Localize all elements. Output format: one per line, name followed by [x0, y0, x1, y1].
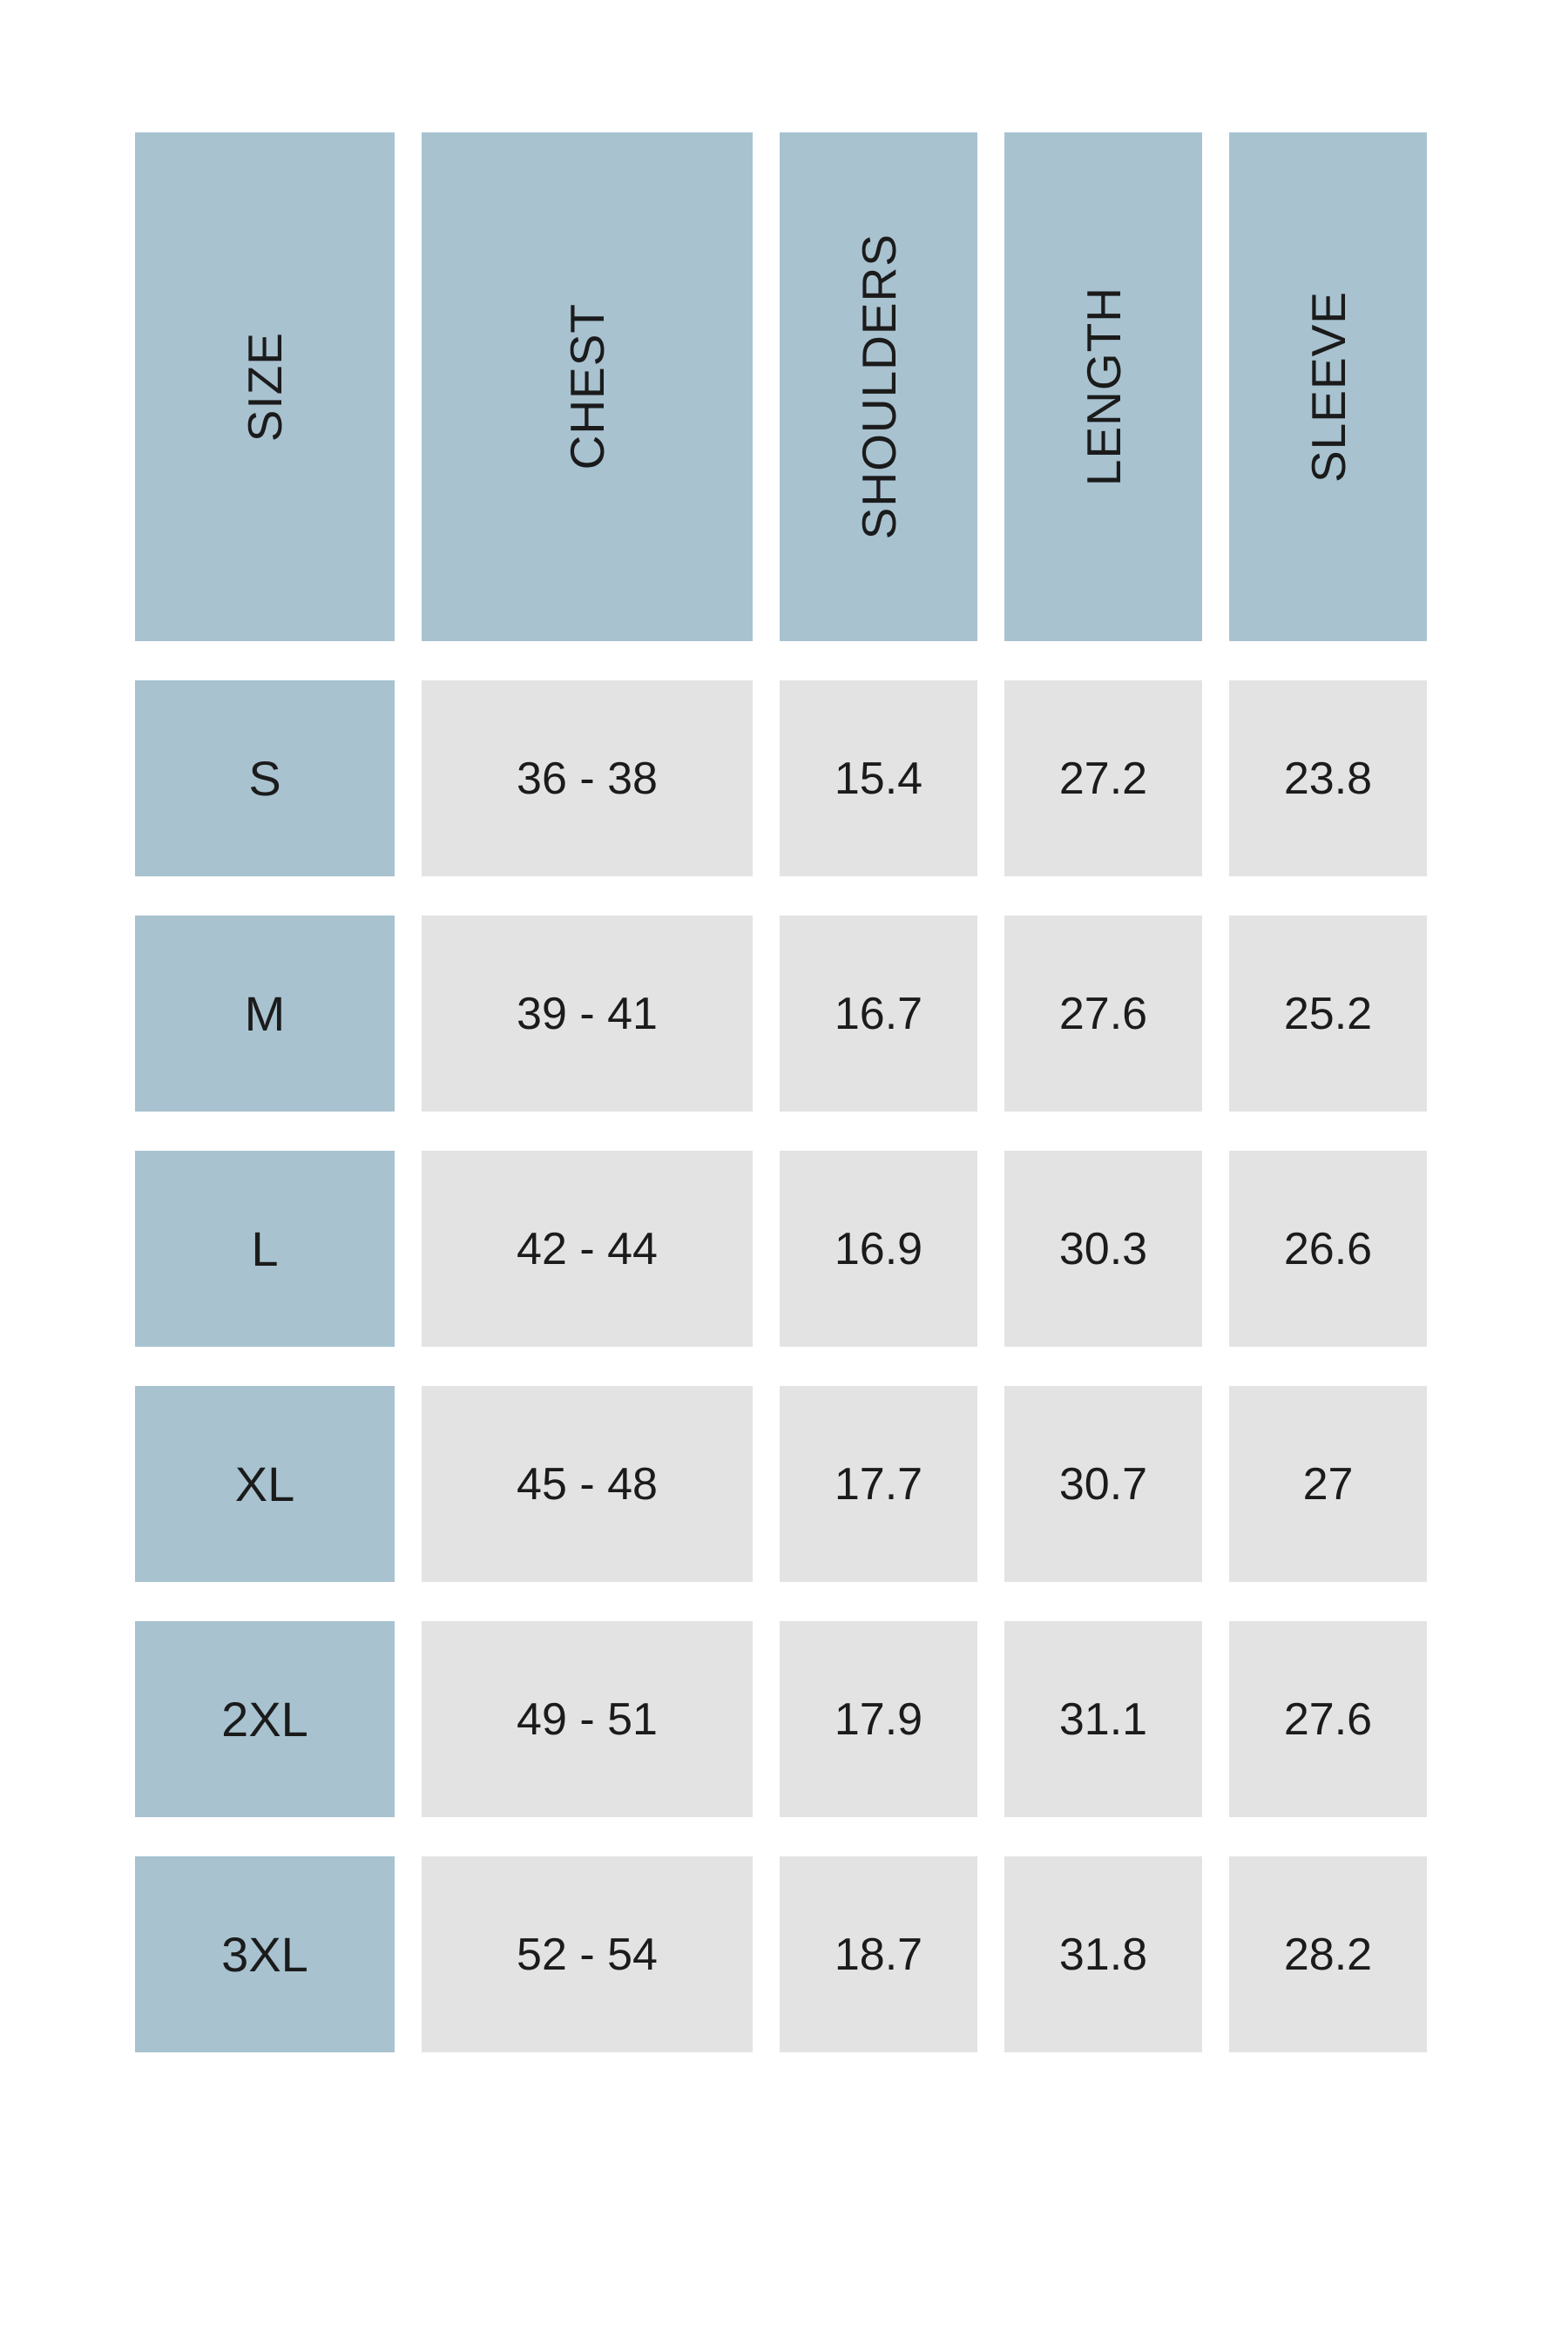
cell-shoulders-value: 16.7	[834, 988, 923, 1039]
cell-chest	[422, 1856, 753, 2052]
cell-sleeve-value: 23.8	[1283, 753, 1373, 804]
size-table	[135, 132, 1433, 2052]
table-row	[135, 680, 1433, 876]
cell-chest-value: 36 - 38	[517, 753, 658, 804]
cell-sleeve-value: 27	[1302, 1458, 1354, 1510]
cell-length	[1004, 1621, 1202, 1817]
cell-chest-value: 45 - 48	[517, 1458, 658, 1510]
table-row	[135, 1151, 1433, 1347]
cell-length	[1004, 680, 1202, 876]
cell-size	[135, 1856, 395, 2052]
column-header-sleeve	[1229, 132, 1427, 641]
column-header-shoulders-label: SHOULDERS	[851, 233, 906, 540]
cell-chest	[422, 1386, 753, 1582]
cell-shoulders	[780, 1856, 977, 2052]
column-header-shoulders	[780, 132, 977, 641]
cell-sleeve-value: 25.2	[1283, 988, 1373, 1039]
cell-size-value: S	[248, 751, 281, 806]
cell-chest	[422, 1151, 753, 1347]
cell-size	[135, 1621, 395, 1817]
column-header-length-label: LENGTH	[1076, 287, 1131, 487]
table-row	[135, 916, 1433, 1112]
cell-shoulders	[780, 1386, 977, 1582]
cell-chest-value: 52 - 54	[517, 1929, 658, 1980]
table-row	[135, 1386, 1433, 1582]
column-header-length	[1004, 132, 1202, 641]
cell-chest-value: 49 - 51	[517, 1693, 658, 1745]
table-header-row	[135, 132, 1433, 641]
cell-length-value: 31.1	[1058, 1693, 1148, 1745]
cell-sleeve	[1229, 680, 1427, 876]
cell-shoulders	[780, 1151, 977, 1347]
cell-chest-value: 39 - 41	[517, 988, 658, 1039]
cell-shoulders-value: 16.9	[834, 1223, 923, 1274]
cell-size-value: XL	[234, 1456, 295, 1511]
cell-size-value: 3XL	[221, 1927, 308, 1982]
cell-length-value: 27.2	[1058, 753, 1148, 804]
column-header-size	[135, 132, 395, 641]
cell-sleeve	[1229, 1621, 1427, 1817]
table-row	[135, 1621, 1433, 1817]
cell-shoulders	[780, 680, 977, 876]
cell-chest-value: 42 - 44	[517, 1223, 658, 1274]
cell-size	[135, 916, 395, 1112]
cell-length-value: 30.7	[1058, 1458, 1148, 1510]
cell-length	[1004, 1386, 1202, 1582]
cell-size	[135, 680, 395, 876]
cell-size	[135, 1151, 395, 1347]
cell-length-value: 27.6	[1058, 988, 1148, 1039]
cell-sleeve	[1229, 1856, 1427, 2052]
cell-length	[1004, 916, 1202, 1112]
column-header-chest-label: CHEST	[560, 303, 614, 470]
column-header-size-label: SIZE	[238, 331, 292, 443]
cell-size-value: M	[244, 986, 286, 1041]
cell-length-value: 31.8	[1058, 1929, 1148, 1980]
cell-sleeve	[1229, 1386, 1427, 1582]
cell-sleeve	[1229, 1151, 1427, 1347]
cell-length	[1004, 1151, 1202, 1347]
cell-shoulders-value: 17.9	[834, 1693, 923, 1745]
cell-chest	[422, 916, 753, 1112]
cell-sleeve-value: 28.2	[1283, 1929, 1373, 1980]
cell-shoulders-value: 15.4	[834, 753, 923, 804]
cell-sleeve-value: 27.6	[1283, 1693, 1373, 1745]
cell-shoulders-value: 18.7	[834, 1929, 923, 1980]
cell-size-value: L	[251, 1221, 279, 1276]
cell-shoulders	[780, 916, 977, 1112]
column-header-chest	[422, 132, 753, 641]
size-chart	[135, 132, 1433, 2052]
cell-shoulders-value: 17.7	[834, 1458, 923, 1510]
cell-sleeve-value: 26.6	[1283, 1223, 1373, 1274]
cell-size	[135, 1386, 395, 1582]
cell-chest	[422, 1621, 753, 1817]
column-header-sleeve-label: SLEEVE	[1301, 290, 1355, 483]
cell-size-value: 2XL	[221, 1692, 308, 1747]
cell-sleeve	[1229, 916, 1427, 1112]
table-row	[135, 1856, 1433, 2052]
cell-length	[1004, 1856, 1202, 2052]
cell-length-value: 30.3	[1058, 1223, 1148, 1274]
cell-chest	[422, 680, 753, 876]
cell-shoulders	[780, 1621, 977, 1817]
